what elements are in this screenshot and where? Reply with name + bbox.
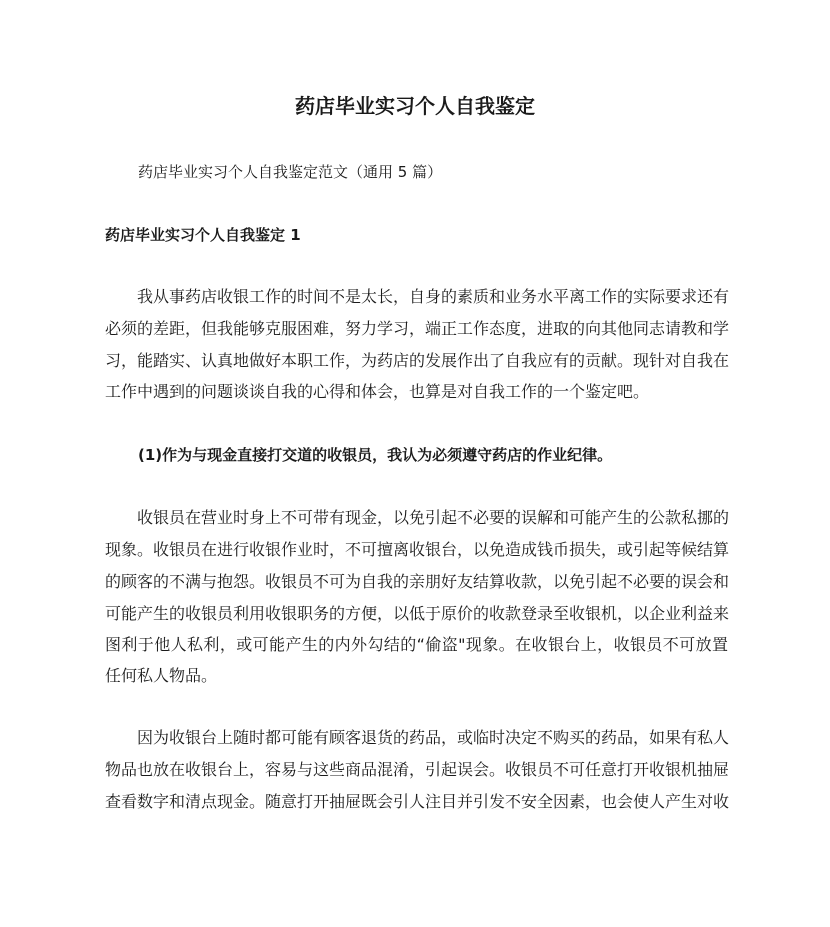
paragraph-line: 图利于他人私利，或可能产生的内外勾结的“偷盗"现象。在收银台上，收银员不可放置 — [105, 635, 728, 654]
paragraph-line: 因为收银台上随时都可能有顾客退货的药品，或临时决定不购买的药品，如果有私人 — [137, 728, 730, 747]
paragraph-line: 查看数字和清点现金。随意打开抽屉既会引人注目并引发不安全因素，也会使人产生对收 — [105, 792, 730, 811]
paragraph-line: 物品也放在收银台上，容易与这些商品混淆，引起误会。收银员不可任意打开收银机抽屉 — [105, 760, 730, 779]
paragraph-line: 任何私人物品。 — [105, 666, 218, 685]
paragraph-line: 现象。收银员在进行收银作业时，不可擅离收银台，以免造成钱币损失，或引起等候结算 — [105, 540, 730, 559]
paragraph-line: 工作中遇到的问题谈谈自我的心得和体会，也算是对自我工作的一个鉴定吧。 — [105, 382, 650, 401]
document-title: 药店毕业实习个人自我鉴定 — [295, 94, 535, 118]
paragraph-line: 我从事药店收银工作的时间不是太长，自身的素质和业务水平离工作的实际要求还有 — [137, 287, 730, 306]
paragraph-line: 必须的差距，但我能够克服困难，努力学习，端正工作态度，进取的向其他同志请教和学 — [105, 319, 730, 338]
paragraph-line: 可能产生的收银员利用收银职务的方便，以低于原价的收款登录至收银机，以企业利益来 — [105, 604, 730, 623]
paragraph-line: 习，能踏实、认真地做好本职工作，为药店的发展作出了自我应有的贡献。现针对自我在 — [105, 351, 730, 370]
subheading: (1)作为与现金直接打交道的收银员，我认为必须遵守药店的作业纪律。 — [138, 446, 613, 464]
section-heading: 药店毕业实习个人自我鉴定 1 — [105, 226, 301, 244]
paragraph-line: 收银员在营业时身上不可带有现金，以免引起不必要的误解和可能产生的公款私挪的 — [137, 508, 730, 527]
document-subtitle: 药店毕业实习个人自我鉴定范文（通用 5 篇） — [138, 163, 443, 181]
paragraph-line: 的顾客的不满与抱怨。收银员不可为自我的亲朋好友结算收款，以免引起不必要的误会和 — [105, 572, 730, 591]
